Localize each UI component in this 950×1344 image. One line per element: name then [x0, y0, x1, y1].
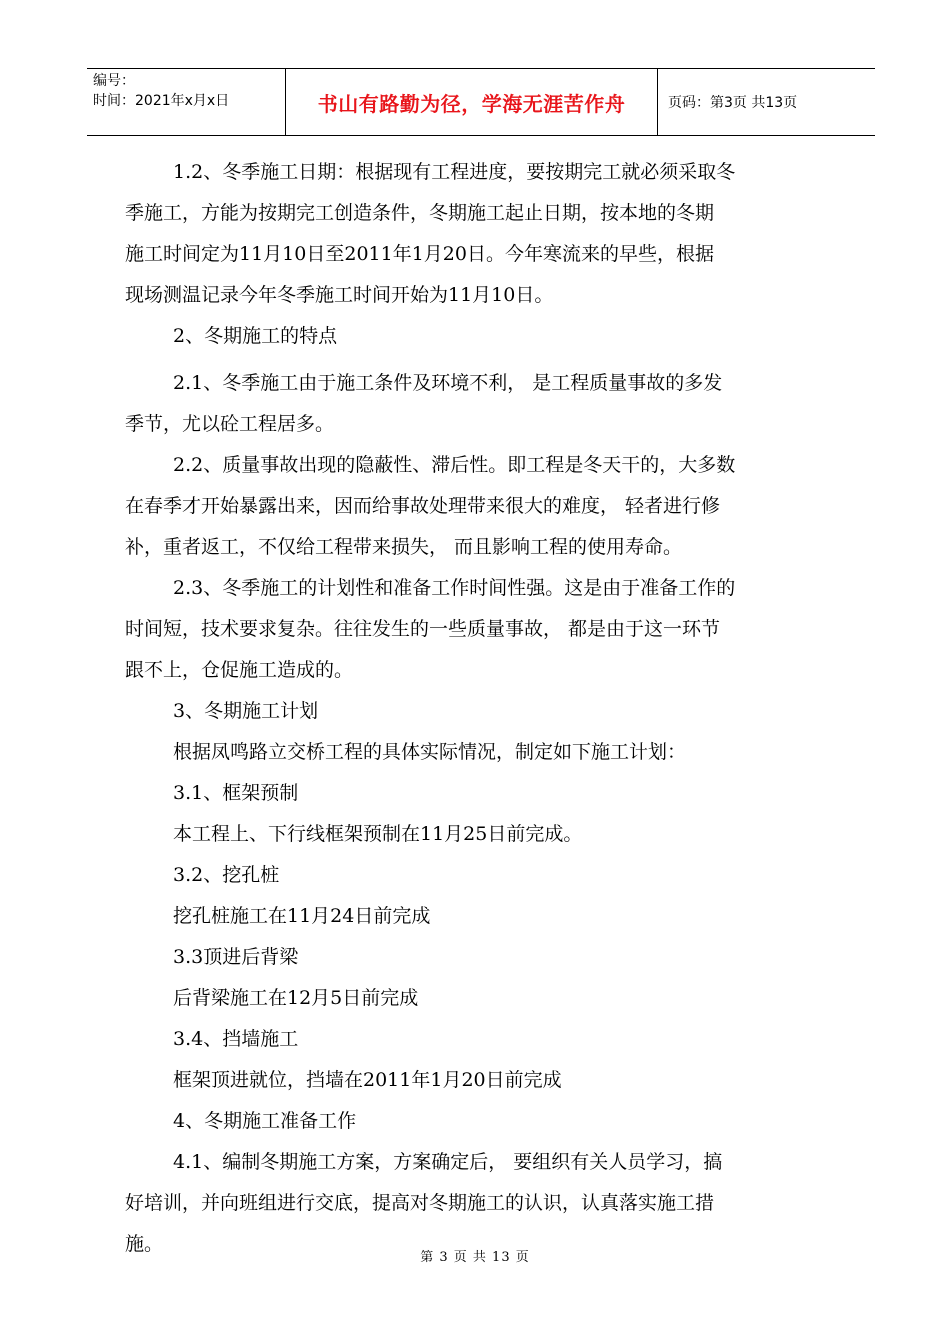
body-line: 季节，尤以砼工程居多。	[125, 413, 335, 435]
header-meta	[87, 69, 286, 135]
body-line: 补，重者返工，不仅给工程带来损失， 而且影响工程的使用寿命。	[125, 536, 683, 558]
body-line: 2.3、冬季施工的计划性和准备工作时间性强。这是由于准备工作的	[173, 577, 736, 599]
body-line: 现场测温记录今年冬季施工时间开始为11月10日。	[125, 284, 554, 306]
header-page-number: 页码：第3页 共13页	[668, 95, 798, 111]
section-heading: 3、冬期施工计划	[173, 700, 319, 722]
body-line: 4.1、编制冬期施工方案，方案确定后， 要组织有关人员学习，搞	[173, 1151, 723, 1173]
body-line: 在春季才开始暴露出来，因而给事故处理带来很大的难度， 轻者进行修	[125, 495, 721, 517]
header-page-cell	[658, 69, 875, 135]
body-line: 本工程上、下行线框架预制在11月25日前完成。	[173, 823, 583, 845]
header-motto-cell	[286, 69, 658, 135]
header-motto: 书山有路勤为径，学海无涯苦作舟	[317, 91, 626, 116]
body-line: 跟不上，仓促施工造成的。	[125, 659, 354, 681]
subsection-heading: 3.3顶进后背梁	[173, 946, 299, 968]
page-header	[87, 68, 875, 136]
document-time: 时间：2021年x月x日	[93, 93, 230, 109]
body-line: 季施工，方能为按期完工创造条件，冬期施工起止日期，按本地的冬期	[125, 202, 715, 224]
body-line: 挖孔桩施工在11月24日前完成	[173, 905, 431, 927]
subsection-heading: 3.2、挖孔桩	[173, 864, 280, 886]
body-line: 根据凤鸣路立交桥工程的具体实际情况，制定如下施工计划：	[173, 741, 687, 763]
body-line: 时间短，技术要求复杂。往往发生的一些质量事故， 都是由于这一环节	[125, 618, 721, 640]
body-line: 2.1、冬季施工由于施工条件及环境不利， 是工程质量事故的多发	[173, 372, 723, 394]
body-line: 好培训，并向班组进行交底，提高对冬期施工的认识，认真落实施工措	[125, 1192, 715, 1214]
document-body	[125, 152, 831, 1265]
section-heading: 2、冬期施工的特点	[173, 325, 338, 347]
body-line: 施工时间定为11月10日至2011年1月20日。今年寒流来的早些，根据	[125, 243, 714, 265]
body-line: 施。	[125, 1233, 164, 1255]
section-heading: 4、冬期施工准备工作	[173, 1110, 357, 1132]
body-line: 2.2、质量事故出现的隐蔽性、滞后性。即工程是冬天干的，大多数	[173, 454, 736, 476]
subsection-heading: 3.1、框架预制	[173, 782, 299, 804]
body-line: 框架顶进就位，挡墙在2011年1月20日前完成	[173, 1069, 562, 1091]
document-number: 编号：	[93, 73, 135, 89]
page-footer: 第 3 页 共 13 页	[420, 1250, 530, 1265]
body-line: 1.2、冬季施工日期：根据现有工程进度，要按期完工就必须采取冬	[173, 161, 736, 183]
subsection-heading: 3.4、挡墙施工	[173, 1028, 299, 1050]
body-line: 后背梁施工在12月5日前完成	[173, 987, 419, 1009]
